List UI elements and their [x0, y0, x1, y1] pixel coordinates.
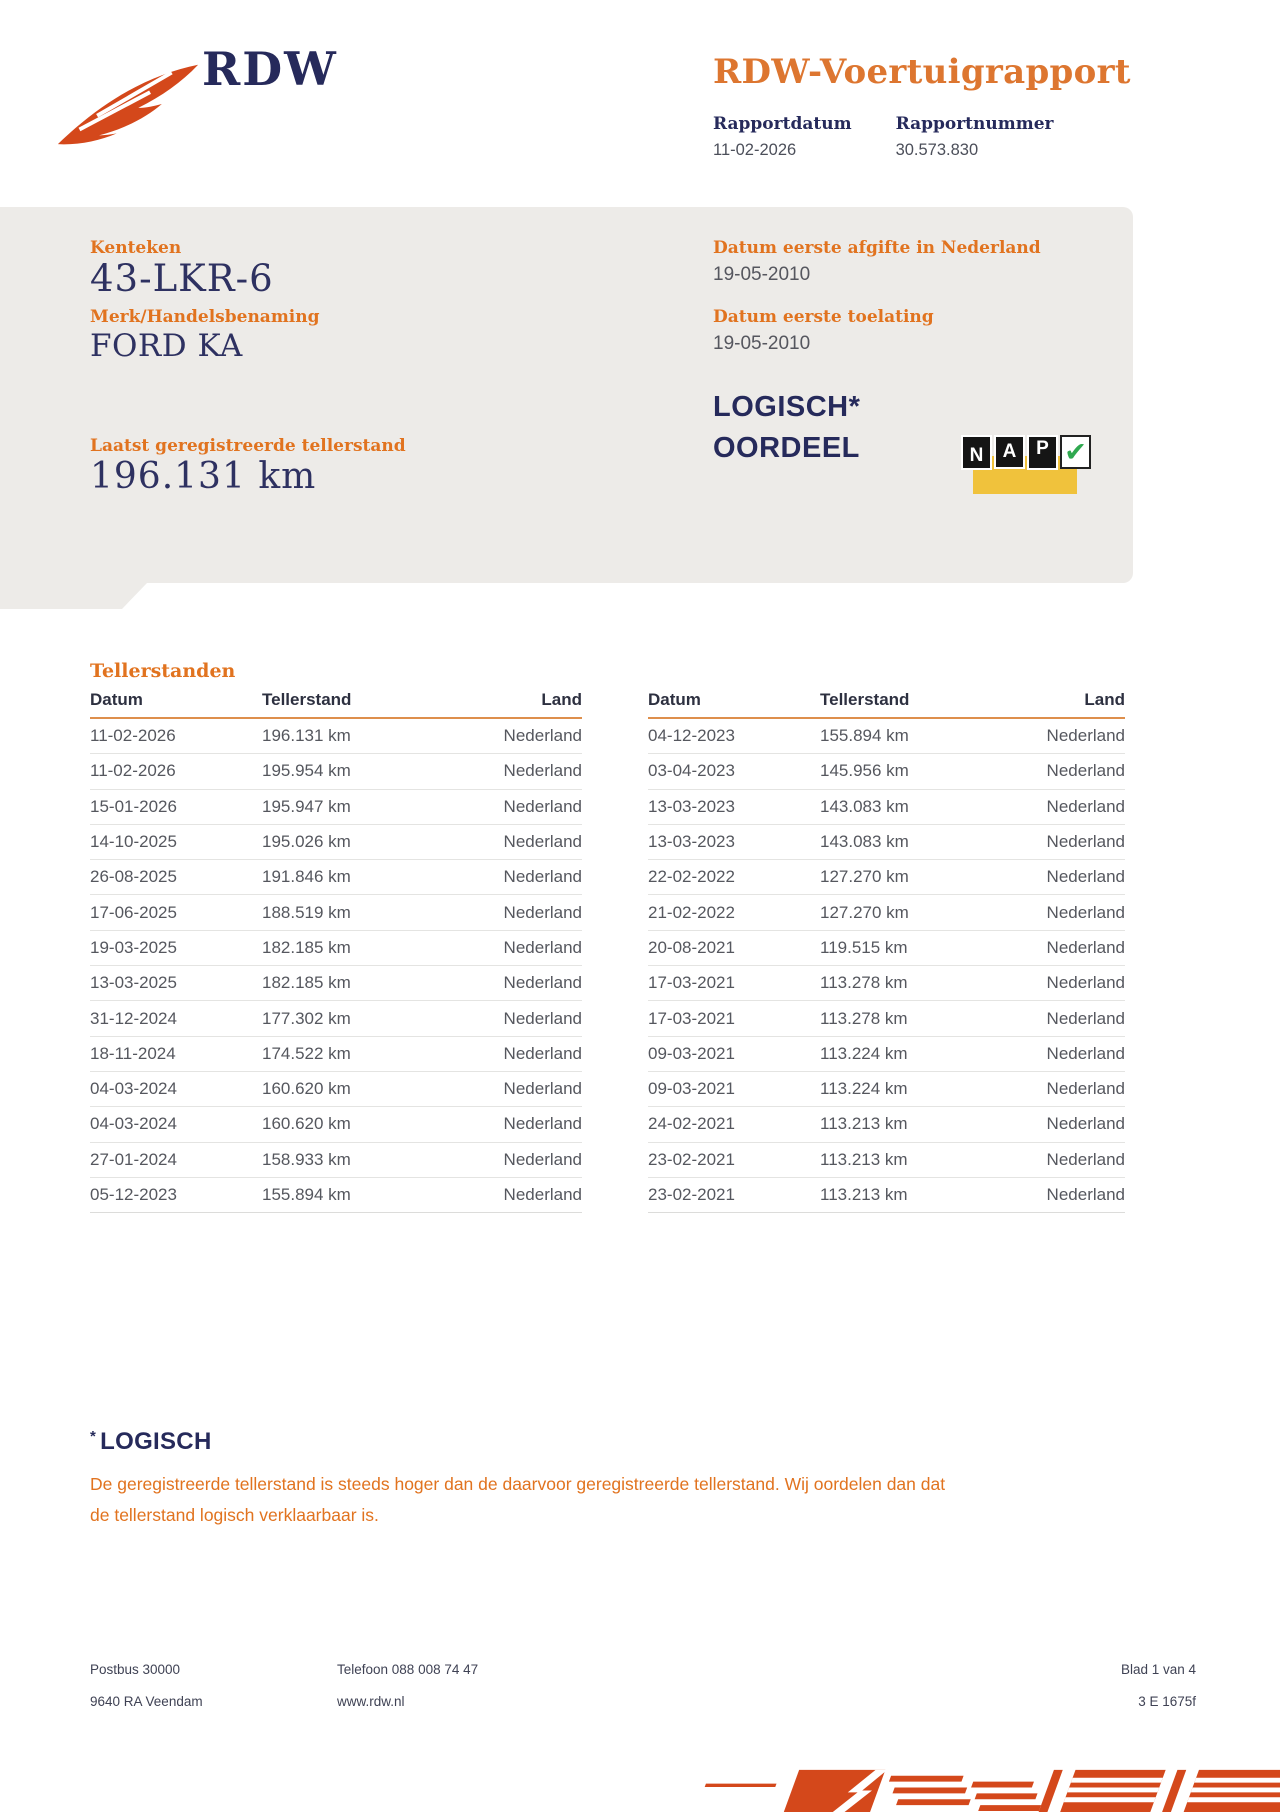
cell-tellerstand: 160.620 km: [262, 1114, 351, 1134]
table-row: [90, 1142, 582, 1177]
cell-datum: 11-02-2026: [90, 726, 176, 746]
footer-page-number: Blad 1 van 4: [1120, 1662, 1196, 1677]
cell-land: Nederland: [503, 1079, 582, 1099]
cell-datum: 27-01-2024: [90, 1149, 177, 1169]
cell-datum: 23-02-2021: [648, 1185, 735, 1204]
cell-tellerstand: 127.270 km: [820, 902, 909, 922]
cell-datum: 09-03-2021: [648, 1079, 735, 1099]
cell-datum: 24-02-2021: [648, 1114, 735, 1134]
cell-datum: 31-12-2024: [90, 1008, 177, 1028]
table-row: [648, 824, 1125, 859]
tellerstanden-table-left: [90, 690, 582, 1213]
tellerstanden-section-title: Tellerstanden: [90, 660, 236, 682]
nap-letter-a: A: [994, 435, 1025, 469]
cell-land: Nederland: [1046, 867, 1125, 887]
footer-phone: Telefoon 088 008 74 47: [337, 1662, 479, 1677]
footer-website: www.rdw.nl: [337, 1694, 405, 1709]
cell-tellerstand: 113.213 km: [820, 1185, 908, 1204]
logisch-text: De geregistreerde tellerstand is steeds hoger dan de daarvoor geregistreerde tellerstand. Wij oordelen dan dat de tellerstand logisch verklaarbaar is.: [90, 1474, 946, 1525]
column-header-datum: Datum: [648, 690, 701, 709]
cell-land: Nederland: [503, 1043, 582, 1063]
nap-letter-p: P: [1027, 435, 1058, 470]
table-row: [648, 1036, 1125, 1071]
rdw-feather-icon: [52, 52, 204, 152]
cell-land: Nederland: [1046, 796, 1125, 816]
cell-tellerstand: 177.302 km: [262, 1008, 351, 1028]
cell-tellerstand: 188.519 km: [262, 902, 351, 922]
cell-land: Nederland: [503, 796, 582, 816]
table-row: [648, 1177, 1125, 1212]
cell-tellerstand: 113.224 km: [820, 1079, 908, 1099]
cell-tellerstand: 155.894 km: [262, 1185, 351, 1204]
logisch-explanation: [90, 1428, 960, 1531]
report-number-block: [896, 114, 1054, 160]
cell-datum: 05-12-2023: [90, 1185, 177, 1204]
table-row: [648, 930, 1125, 965]
column-header-tellerstand: Tellerstand: [262, 690, 352, 709]
cell-land: Nederland: [503, 832, 582, 852]
cell-datum: 04-03-2024: [90, 1114, 177, 1134]
column-header-land: Land: [1084, 690, 1125, 709]
cell-tellerstand: 195.026 km: [262, 832, 351, 852]
table-row: [90, 753, 582, 788]
cell-datum: 14-10-2025: [90, 832, 177, 852]
report-date-block: [713, 114, 852, 160]
table-row: [648, 719, 1125, 753]
table-row: [648, 753, 1125, 788]
oordeel-line1: LOGISCH*: [713, 391, 861, 423]
report-header: [713, 52, 1183, 160]
cell-land: Nederland: [503, 1008, 582, 1028]
cell-datum: 23-02-2021: [648, 1149, 735, 1169]
logisch-heading: [90, 1428, 960, 1456]
afgifte-value: 19-05-2010: [713, 264, 811, 285]
cell-datum: 15-01-2026: [90, 796, 177, 816]
cell-tellerstand: 113.213 km: [820, 1114, 908, 1134]
cell-land: Nederland: [503, 1114, 582, 1134]
cell-datum: 17-03-2021: [648, 973, 735, 993]
cell-land: Nederland: [503, 867, 582, 887]
cell-datum: 18-11-2024: [90, 1043, 176, 1063]
table-row: [90, 1000, 582, 1035]
check-icon: ✔: [1060, 435, 1091, 469]
table-row: [90, 1106, 582, 1141]
report-date-value: 11-02-2026: [713, 141, 797, 159]
rdw-logotype: RDW: [202, 42, 338, 96]
cell-datum: 13-03-2023: [648, 796, 735, 816]
cell-tellerstand: 182.185 km: [262, 973, 351, 993]
cell-land: Nederland: [1046, 1043, 1125, 1063]
cell-land: Nederland: [503, 761, 582, 781]
cell-tellerstand: 155.894 km: [820, 726, 909, 746]
table-row: [648, 1106, 1125, 1141]
cell-land: Nederland: [1046, 832, 1125, 852]
tellerstanden-tables: [90, 690, 1125, 1213]
logisch-heading-text: LOGISCH: [100, 1428, 212, 1455]
cell-datum: 09-03-2021: [648, 1043, 735, 1063]
speed-stripes-graphic: [680, 1763, 1280, 1812]
vehicle-summary-box: [0, 207, 1133, 583]
oordeel-line2: OORDEEL: [713, 432, 860, 464]
cell-land: Nederland: [1046, 973, 1125, 993]
merk-label: Merk/Handelsbenaming: [90, 307, 320, 327]
table-row: [648, 859, 1125, 894]
cell-tellerstand: 174.522 km: [262, 1043, 351, 1063]
cell-datum: 20-08-2021: [648, 937, 735, 957]
tellerstand-label: Laatst geregistreerde tellerstand: [90, 436, 406, 456]
cell-land: Nederland: [503, 902, 582, 922]
table-body-right: [648, 719, 1125, 1213]
cell-tellerstand: 113.278 km: [820, 1008, 908, 1028]
cell-land: Nederland: [1046, 1185, 1125, 1204]
cell-land: Nederland: [503, 973, 582, 993]
table-row: [90, 859, 582, 894]
table-row: [90, 719, 582, 753]
kenteken-value: 43-LKR-6: [90, 257, 274, 300]
afgifte-label: Datum eerste afgifte in Nederland: [713, 238, 1041, 258]
cell-tellerstand: 195.947 km: [262, 796, 351, 816]
toelating-label: Datum eerste toelating: [713, 307, 934, 327]
cell-tellerstand: 195.954 km: [262, 761, 351, 781]
table-row: [90, 1071, 582, 1106]
cell-tellerstand: 119.515 km: [820, 937, 908, 957]
table-row: [648, 1000, 1125, 1035]
cell-tellerstand: 113.224 km: [820, 1043, 908, 1063]
table-row: [90, 965, 582, 1000]
cell-tellerstand: 143.083 km: [820, 832, 909, 852]
nap-logo: [961, 435, 1085, 501]
cell-datum: 21-02-2022: [648, 902, 735, 922]
column-header-datum: Datum: [90, 690, 143, 709]
tellerstand-value: 196.131 km: [90, 456, 317, 497]
cell-land: Nederland: [503, 1185, 582, 1204]
asterisk: *: [90, 1428, 97, 1445]
kenteken-label: Kenteken: [90, 238, 182, 258]
cell-land: Nederland: [1046, 726, 1125, 746]
cell-tellerstand: 196.131 km: [262, 726, 351, 746]
cell-land: Nederland: [503, 1149, 582, 1169]
cell-datum: 04-03-2024: [90, 1079, 177, 1099]
cell-datum: 04-12-2023: [648, 726, 735, 746]
footer-city: 9640 RA Veendam: [90, 1694, 203, 1709]
cell-datum: 17-06-2025: [90, 902, 177, 922]
nap-letter-squares: [961, 435, 1091, 470]
table-row: [648, 894, 1125, 929]
report-meta: [713, 114, 1183, 160]
table-row: [90, 1177, 582, 1212]
cell-tellerstand: 191.846 km: [262, 867, 351, 887]
cell-tellerstand: 113.213 km: [820, 1149, 908, 1169]
report-number-value: 30.573.830: [895, 141, 979, 159]
cell-land: Nederland: [1046, 1008, 1125, 1028]
cell-land: Nederland: [1046, 761, 1125, 781]
cell-land: Nederland: [1046, 1114, 1125, 1134]
table-row: [90, 894, 582, 929]
toelating-value: 19-05-2010: [713, 333, 811, 354]
table-header-row: [90, 690, 582, 719]
nap-letter-n: N: [961, 435, 992, 470]
column-header-tellerstand: Tellerstand: [820, 690, 910, 709]
cell-land: Nederland: [503, 726, 582, 746]
page-footer: [90, 1662, 1196, 1709]
table-row: [648, 1071, 1125, 1106]
footer-postbus: Postbus 30000: [90, 1662, 181, 1677]
cell-tellerstand: 160.620 km: [262, 1079, 351, 1099]
cell-datum: 19-03-2025: [90, 937, 177, 957]
oordeel-verdict: [713, 387, 860, 469]
column-header-land: Land: [541, 690, 582, 709]
cell-datum: 11-02-2026: [90, 761, 176, 781]
cell-datum: 13-03-2025: [90, 973, 177, 993]
cell-datum: 03-04-2023: [648, 761, 735, 781]
footer-form-code: 3 E 1675f: [1138, 1694, 1196, 1709]
cell-tellerstand: 127.270 km: [820, 867, 909, 887]
table-row: [648, 789, 1125, 824]
report-date-label: Rapportdatum: [713, 114, 852, 134]
cell-datum: 13-03-2023: [648, 832, 735, 852]
report-number-label: Rapportnummer: [895, 114, 1054, 134]
merk-value: FORD KA: [90, 328, 243, 364]
cell-tellerstand: 158.933 km: [262, 1149, 351, 1169]
cell-datum: 17-03-2021: [648, 1008, 735, 1028]
table-row: [90, 1036, 582, 1071]
cell-land: Nederland: [1046, 1079, 1125, 1099]
tellerstanden-table-right: [648, 690, 1125, 1213]
table-row: [90, 824, 582, 859]
cell-tellerstand: 182.185 km: [262, 937, 351, 957]
cell-land: Nederland: [503, 937, 582, 957]
table-row: [648, 1142, 1125, 1177]
table-row: [90, 789, 582, 824]
cell-tellerstand: 145.956 km: [820, 761, 909, 781]
cell-land: Nederland: [1046, 902, 1125, 922]
table-body-left: [90, 719, 582, 1213]
cell-datum: 26-08-2025: [90, 867, 177, 887]
table-header-row: [648, 690, 1125, 719]
cell-tellerstand: 113.278 km: [820, 973, 908, 993]
table-row: [90, 930, 582, 965]
summary-box-tail: [0, 583, 147, 609]
page-title: RDW-Voertuigrapport: [713, 52, 1131, 92]
cell-land: Nederland: [1046, 1149, 1125, 1169]
table-row: [648, 965, 1125, 1000]
cell-land: Nederland: [1046, 937, 1125, 957]
cell-tellerstand: 143.083 km: [820, 796, 909, 816]
cell-datum: 22-02-2022: [648, 867, 735, 887]
